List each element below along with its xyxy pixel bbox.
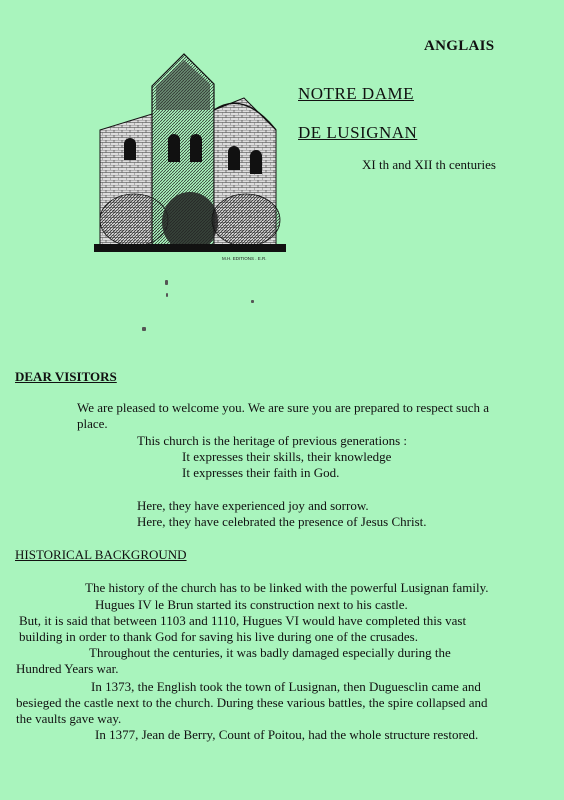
- language-label: ANGLAIS: [424, 38, 495, 54]
- history-line: besieged the castle next to the church. During these various battles, the spire collapsed and: [16, 695, 488, 710]
- history-line: The history of the church has to be linked with the powerful Lusignan family.: [85, 580, 489, 595]
- visitors-line: place.: [77, 416, 108, 431]
- visitors-line: It expresses their faith in God.: [182, 465, 340, 480]
- visitors-line: Here, they have experienced joy and sorrow.: [137, 498, 369, 513]
- title-line-2: DE LUSIGNAN: [298, 123, 418, 142]
- history-line: Throughout the centuries, it was badly damaged especially during the: [89, 645, 451, 660]
- title-line-1: NOTRE DAME: [298, 84, 414, 103]
- scan-speck: [142, 327, 146, 331]
- scan-speck: [165, 280, 168, 285]
- section-heading-visitors: DEAR VISITORS: [15, 369, 117, 384]
- visitors-line: We are pleased to welcome you. We are sure you are prepared to respect such a: [77, 400, 490, 415]
- visitors-line: It expresses their skills, their knowledge: [182, 449, 392, 464]
- scan-speck: [166, 293, 168, 297]
- section-heading-history: HISTORICAL BACKGROUND: [15, 547, 187, 562]
- visitors-line: This church is the heritage of previous generations :: [137, 433, 408, 448]
- history-line: building in order to thank God for saving his live during one of the crusades.: [19, 629, 418, 644]
- history-line: In 1373, the English took the town of Lusignan, then Duguesclin came and: [91, 679, 481, 694]
- centuries-label: XI th and XII th centuries: [362, 157, 496, 172]
- history-line: In 1377, Jean de Berry, Count of Poitou, had the whole structure restored.: [95, 727, 479, 742]
- history-line: the vaults gave way.: [16, 711, 122, 726]
- history-line: Hundred Years war.: [16, 661, 119, 676]
- svg-text:M.H. EDITIONS . E.R.: M.H. EDITIONS . E.R.: [222, 256, 267, 260]
- scan-speck: [251, 300, 254, 303]
- history-line: But, it is said that between 1103 and 1110, Hugues VI would have completed this vast: [19, 613, 467, 628]
- history-line: Hugues IV le Brun started its construction next to his castle.: [95, 597, 408, 612]
- church-illustration: [94, 50, 286, 260]
- visitors-line: Here, they have celebrated the presence of Jesus Christ.: [137, 514, 427, 529]
